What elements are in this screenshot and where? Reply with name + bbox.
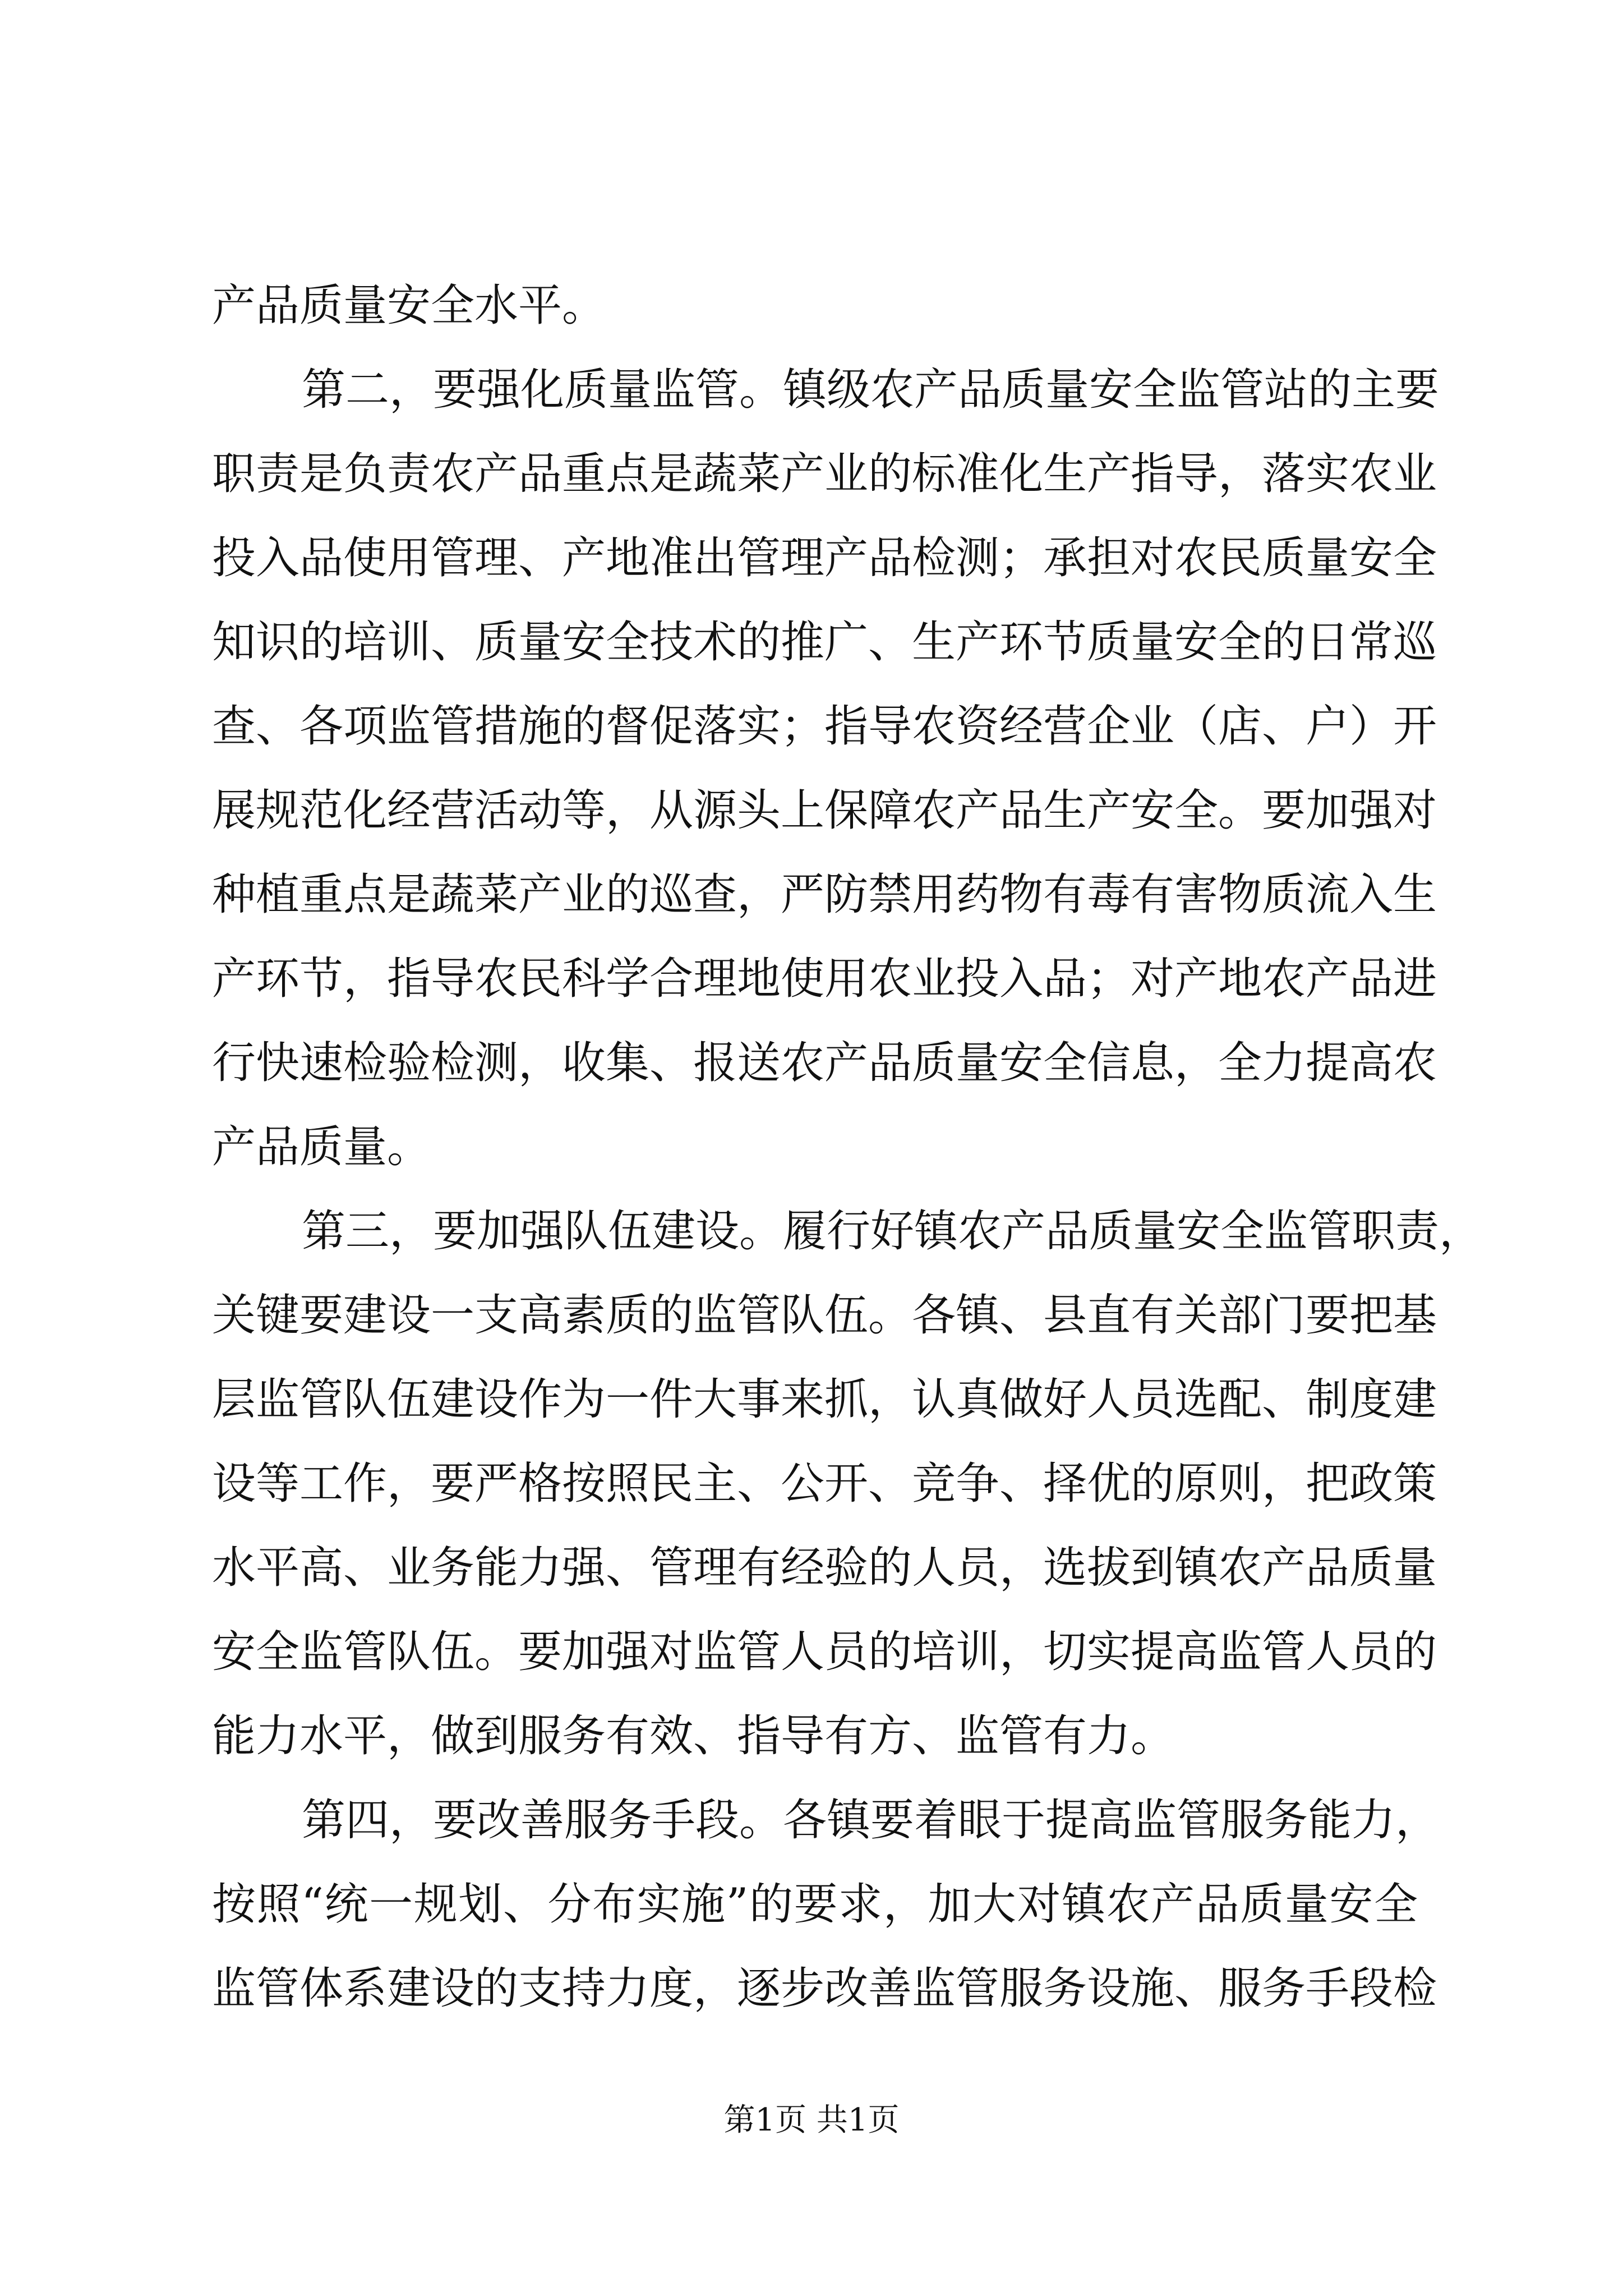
paragraph-line: 查、各项监管措施的督促落实；指导农资经营企业（店、户）开 [212,701,1437,752]
paragraph-line: 按照“统一规划、分布实施”的要求，加大对镇农产品质量安全 [212,1879,1418,1930]
paragraph-line: 设等工作，要严格按照民主、公开、竞争、择优的原则，把政策 [212,1458,1437,1509]
document-body [212,264,1483,2031]
paragraph-line: 投入品使用管理、产地准出管理产品检测；承担对农民质量安全 [212,533,1437,583]
page-number-footer: 第1页 共1页 [723,2102,900,2138]
paragraph-line: 安全监管队伍。要加强对监管人员的培训，切实提高监管人员的 [212,1627,1437,1677]
paragraph-line: 监管体系建设的支持力度，逐步改善监管服务设施、服务手段检 [212,1963,1437,2014]
paragraph-line: 产品质量。 [212,1122,431,1172]
paragraph-line: 产环节，指导农民科学合理地使用农业投入品；对产地农产品进 [212,954,1437,1004]
paragraph-line: 第四，要改善服务手段。各镇要着眼于提高监管服务能力， [302,1795,1440,1846]
paragraph-line: 展规范化经营活动等，从源头上保障农产品生产安全。要加强对 [212,785,1437,836]
paragraph-line: 能力水平，做到服务有效、指导有方、监管有力。 [212,1711,1175,1761]
paragraph-line: 第二，要强化质量监管。镇级农产品质量安全监管站的主要 [302,365,1440,415]
paragraph-line: 关键要建设一支高素质的监管队伍。各镇、县直有关部门要把基 [212,1290,1437,1341]
paragraph-line: 职责是负责农产品重点是蔬菜产业的标准化生产指导，落实农业 [212,449,1437,499]
paragraph-line: 行快速检验检测，收集、报送农产品质量安全信息，全力提高农 [212,1038,1437,1088]
paragraph-line: 层监管队伍建设作为一件大事来抓，认真做好人员选配、制度建 [212,1374,1437,1425]
paragraph-line: 种植重点是蔬菜产业的巡查，严防禁用药物有毒有害物质流入生 [212,869,1437,920]
paragraph-line: 产品质量安全水平。 [212,280,606,331]
paragraph-line: 水平高、业务能力强、管理有经验的人员，选拔到镇农产品质量 [212,1543,1437,1593]
paragraph-line: 第三，要加强队伍建设。履行好镇农产品质量安全监管职责， [302,1206,1483,1257]
paragraph-line: 知识的培训、质量安全技术的推广、生产环节质量安全的日常巡 [212,617,1437,668]
